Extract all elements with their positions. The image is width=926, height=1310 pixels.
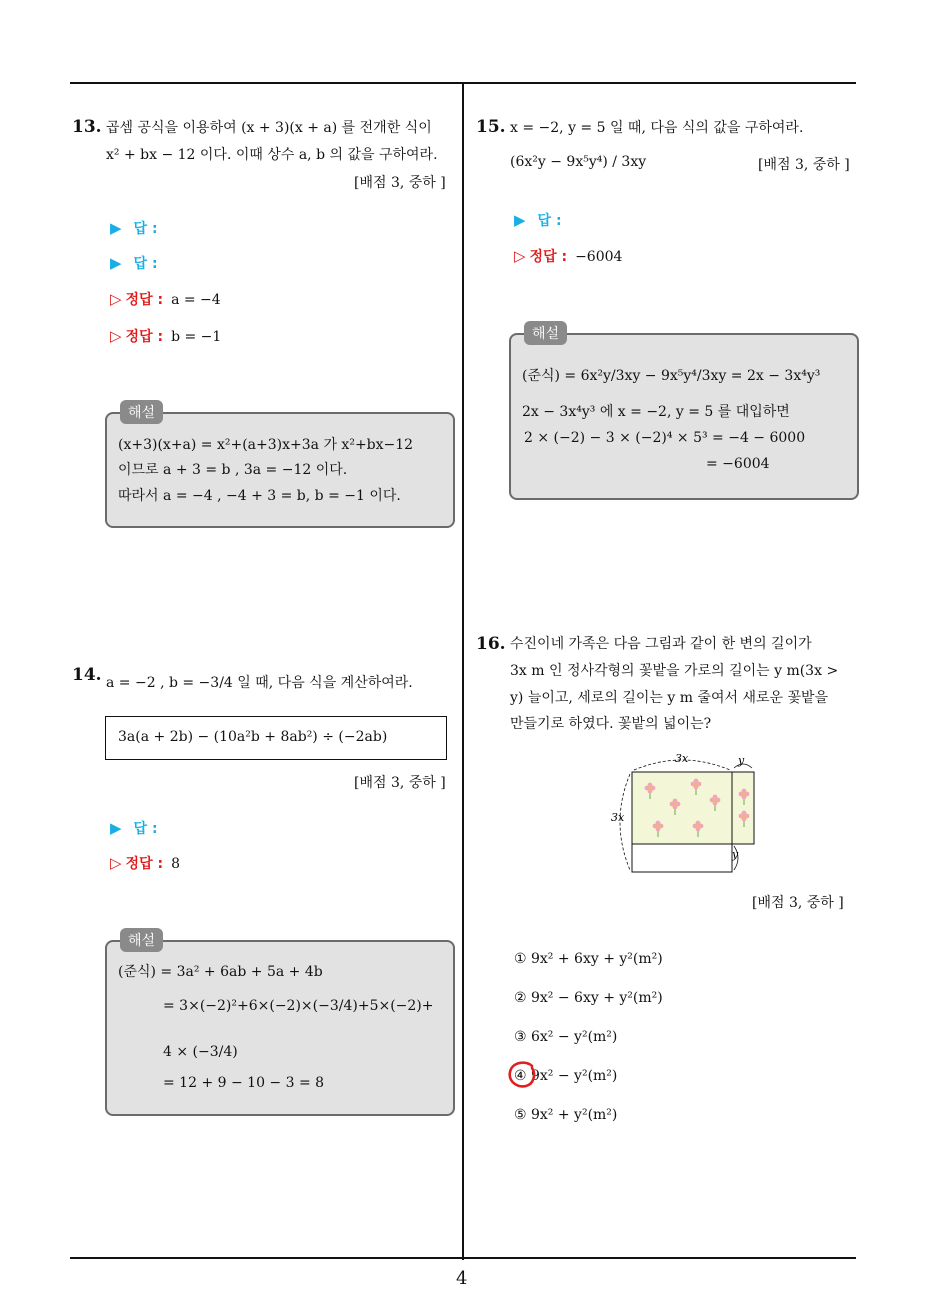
play-icon: ▶: [110, 219, 122, 237]
answer-label: 답 :: [133, 221, 158, 237]
label-top: 3x: [675, 752, 689, 765]
triangle-outline-icon: ▷: [110, 327, 122, 345]
triangle-outline-icon: ▷: [110, 290, 122, 308]
answer-row[interactable]: [110, 818, 158, 838]
score-label: [배점 3, 중하 ]: [758, 157, 850, 173]
correct-answer: −6004: [575, 249, 623, 265]
correct-answer: 8: [171, 856, 180, 872]
answer-row[interactable]: [110, 253, 158, 273]
answer-label: 답 :: [133, 256, 158, 272]
explanation-line: = 12 + 9 − 10 − 3 = 8: [163, 1075, 325, 1091]
explanation-line: (x+3)(x+a) = x²+(a+3)x+3a 가 x²+bx−12: [118, 437, 414, 453]
explanation-line: = −6004: [706, 456, 770, 472]
question-number: 14.: [72, 665, 102, 685]
answer-row[interactable]: [110, 218, 158, 238]
question-text: x² + bx − 12 이다. 이때 상수 a, b 의 값을 구하여라.: [106, 147, 438, 163]
question-number: 15.: [476, 117, 506, 137]
question-number: 16.: [476, 634, 506, 654]
selected-circle-icon: [506, 1060, 540, 1092]
explanation-line: (준식) = 6x²y/3xy − 9x⁵y⁴/3xy = 2x − 3x⁴y³: [522, 368, 821, 384]
question-text: 곱셈 공식을 이용하여 (x + 3)(x + a) 를 전개한 식이: [106, 120, 432, 136]
question-number: 13.: [72, 117, 102, 137]
column-divider: [462, 84, 464, 1260]
label-right-bottom: y: [732, 848, 739, 861]
extension-strip: [732, 772, 754, 844]
correct-answer-row: [110, 326, 221, 346]
explanation-line: 이므로 a + 3 = b , 3a = −12 이다.: [118, 462, 348, 478]
explanation-line: 4 × (−3/4): [163, 1044, 238, 1060]
correct-label: 정답 :: [125, 292, 164, 308]
triangle-outline-icon: ▷: [514, 247, 526, 265]
choice-3[interactable]: ③ 6x² − y²(m²): [514, 1029, 618, 1045]
correct-answer-row: [110, 289, 221, 309]
expression: 3a(a + 2b) − (10a²b + 8ab²) ÷ (−2ab): [118, 729, 388, 745]
bottom-rule: [70, 1257, 856, 1259]
play-icon: ▶: [514, 211, 526, 229]
score-label: [배점 3, 중하 ]: [354, 175, 446, 191]
play-icon: ▶: [110, 254, 122, 272]
score-label: [배점 3, 중하 ]: [354, 775, 446, 791]
answer-label: 답 :: [537, 213, 562, 229]
explanation-line: 2x − 3x⁴y³ 에 x = −2, y = 5 를 대입하면: [522, 404, 790, 420]
score-label: [배점 3, 중하 ]: [752, 895, 844, 911]
answer-row[interactable]: [514, 210, 562, 230]
correct-answer: a = −4: [171, 292, 221, 308]
explanation-line: 따라서 a = −4 , −4 + 3 = b, b = −1 이다.: [118, 488, 401, 504]
explanation-tag: 해설: [120, 928, 163, 952]
question-text: y) 늘이고, 세로의 길이는 y m 줄여서 새로운 꽃밭을: [510, 690, 829, 706]
question-text: 3x m 인 정사각형의 꽃밭을 가로의 길이는 y m(3x >: [510, 663, 839, 679]
correct-answer-row: [110, 853, 180, 873]
explanation-line: = 3×(−2)²+6×(−2)×(−3/4)+5×(−2)+: [163, 998, 434, 1014]
explanation-line: 2 × (−2) − 3 × (−2)⁴ × 5³ = −4 − 6000: [524, 430, 806, 446]
choice-1[interactable]: ① 9x² + 6xy + y²(m²): [514, 951, 663, 967]
correct-label: 정답 :: [125, 329, 164, 345]
triangle-outline-icon: ▷: [110, 854, 122, 872]
explanation-tag: 해설: [524, 321, 567, 345]
question-text: a = −2 , b = −3/4 일 때, 다음 식을 계산하여라.: [106, 675, 413, 691]
question-text: x = −2, y = 5 일 때, 다음 식의 값을 구하여라.: [510, 120, 804, 136]
flowerbed-figure: [600, 748, 770, 878]
question-text: 수진이네 가족은 다음 그림과 같이 한 변의 길이가: [510, 636, 812, 652]
question-text: 만들기로 하였다. 꽃밭의 넓이는?: [510, 716, 712, 732]
correct-answer-row: [514, 246, 622, 266]
label-right-top: y: [738, 754, 745, 767]
correct-label: 정답 :: [125, 856, 164, 872]
answer-label: 답 :: [133, 821, 158, 837]
explanation-line: (준식) = 3a² + 6ab + 5a + 4b: [118, 964, 323, 980]
page-number: 4: [456, 1268, 468, 1289]
choice-4[interactable]: ④ 9x² − y²(m²): [514, 1068, 618, 1084]
fraction-expression: (6x²y − 9x⁵y⁴) / 3xy: [510, 154, 647, 170]
label-left: 3x: [611, 811, 625, 824]
explanation-tag: 해설: [120, 400, 163, 424]
play-icon: ▶: [110, 819, 122, 837]
correct-label: 정답 :: [529, 249, 568, 265]
choice-5[interactable]: ⑤ 9x² + y²(m²): [514, 1107, 618, 1123]
correct-answer: b = −1: [171, 329, 222, 345]
choice-2[interactable]: ② 9x² − 6xy + y²(m²): [514, 990, 663, 1006]
